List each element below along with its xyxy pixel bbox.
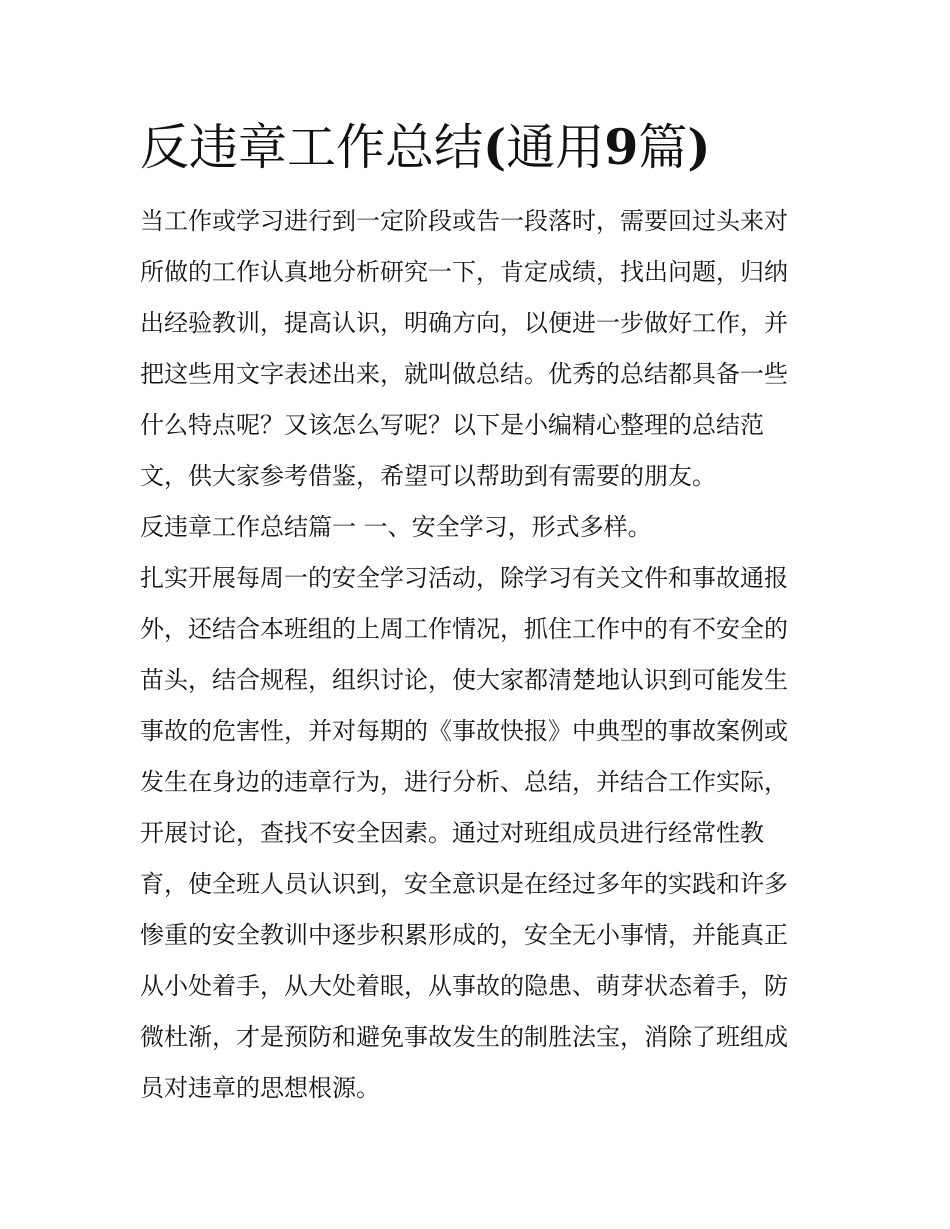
- document-body: [140, 196, 820, 1114]
- text-line: 员对违章的思想根源。: [140, 1074, 380, 1102]
- text-line: 把这些用文字表述出来，就叫做总结。优秀的总结都具备一些: [140, 360, 788, 388]
- text-line: 从小处着手，从大处着眼，从事故的隐患、萌芽状态着手，防: [140, 972, 788, 1000]
- title-number: 9: [604, 118, 639, 176]
- title-text-3: 篇: [638, 119, 688, 176]
- section-heading: [140, 502, 820, 553]
- text-line: 扎实开展每周一的安全学习活动，除学习有关文件和事故通报: [140, 564, 788, 592]
- text-line: 出经验教训，提高认识，明确方向，以便进一步做好工作，并: [140, 309, 788, 337]
- text-line: 当工作或学习进行到一定阶段或告一段落时，需要回过头来对: [140, 207, 788, 235]
- document-title: [140, 112, 840, 183]
- text-line: 什么特点呢？又该怎么写呢？以下是小编精心整理的总结范: [140, 411, 764, 439]
- title-text-1: 反违章工作总结: [140, 119, 484, 176]
- text-line: 苗头，结合规程，组织讨论，使大家都清楚地认识到可能发生: [140, 666, 788, 694]
- title-open-paren: (: [483, 118, 507, 176]
- text-line: 开展讨论，查找不安全因素。通过对班组成员进行经常性教: [140, 819, 764, 847]
- body-paragraph: [140, 553, 820, 1114]
- text-line: 微杜渐，才是预防和避免事故发生的制胜法宝，消除了班组成: [140, 1023, 788, 1051]
- title-text-2: 通用: [506, 119, 605, 176]
- text-line: 育，使全班人员认识到，安全意识是在经过多年的实践和许多: [140, 870, 788, 898]
- text-line: 惨重的安全教训中逐步积累形成的，安全无小事情，并能真正: [140, 921, 788, 949]
- text-line: 外，还结合本班组的上周工作情况，抓住工作中的有不安全的: [140, 615, 788, 643]
- section-heading-text: 反违章工作总结篇一 一、安全学习，形式多样。: [140, 513, 652, 541]
- title-close-paren: ): [687, 118, 711, 176]
- text-line: 文，供大家参考借鉴，希望可以帮助到有需要的朋友。: [140, 462, 716, 490]
- text-line: 事故的危害性，并对每期的《事故快报》中典型的事故案例或: [140, 717, 788, 745]
- text-line: 所做的工作认真地分析研究一下，肯定成绩，找出问题，归纳: [140, 258, 788, 286]
- text-line: 发生在身边的违章行为，进行分析、总结，并结合工作实际，: [140, 768, 788, 796]
- intro-paragraph: [140, 196, 820, 502]
